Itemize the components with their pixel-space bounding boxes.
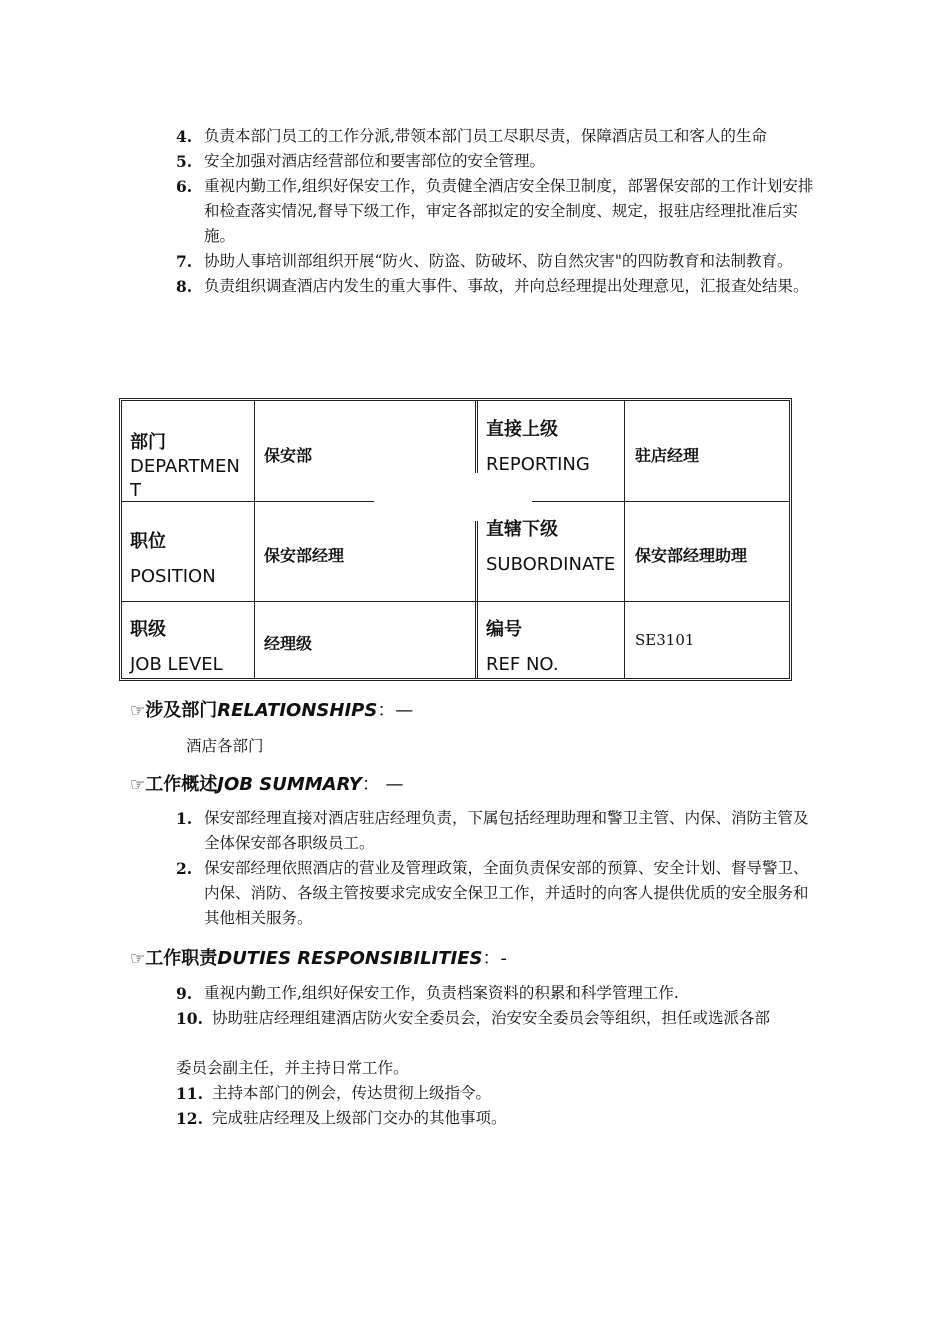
- job-level-label-en: JOB LEVEL: [130, 654, 223, 675]
- job-level-label-cn: 职级: [130, 619, 166, 640]
- reporting-value: 驻店经理: [635, 446, 700, 465]
- item-text: 完成驻店经理及上级部门交办的其他事项。: [212, 1109, 507, 1127]
- job-level-label: [130, 617, 254, 677]
- table-divider: [624, 401, 625, 678]
- list-item: [176, 856, 816, 931]
- position-label-en: POSITION: [130, 566, 216, 587]
- item-text: 主持本部门的例会，传达贯彻上级指令。: [212, 1084, 492, 1102]
- relationships-heading-tail: ：—: [377, 700, 414, 721]
- dept-label-en: DEPARTMENT: [130, 456, 240, 501]
- item-text: 重视内勤工作,组织好保安工作，负责档案资料的积累和科学管理工作.: [204, 984, 679, 1002]
- list-item: [176, 274, 816, 299]
- pointing-hand-icon: ☞: [130, 775, 146, 795]
- item-text: 负责组织调查酒店内发生的重大事件、事故，并向总经理提出处理意见，汇报查处结果。: [204, 277, 809, 295]
- position-label-cn: 职位: [130, 531, 166, 552]
- item-text: 保安部经理依照酒店的营业及管理政策，全面负责保安部的预算、安全计划、督导警卫、内保、消防、各级主管按要求完成安全保卫工作，并适时的向客人提供优质的安全服务和其他相关服务。: [204, 859, 809, 927]
- table-divider: [532, 501, 789, 502]
- job-summary-list: [176, 806, 816, 931]
- list-item: [176, 1106, 816, 1131]
- list-item: [176, 1081, 816, 1106]
- list-item: [176, 149, 816, 174]
- ref-no-label: [486, 617, 616, 677]
- duties-heading-cn: 工作职责: [145, 948, 218, 969]
- item-number: 9.: [176, 984, 193, 1003]
- item-text: 负责本部门员工的工作分派,带领本部门员工尽职尽责，保障酒店员工和客人的生命: [204, 127, 767, 145]
- item-number: 12.: [176, 1109, 203, 1128]
- ref-no-label-cn: 编号: [486, 619, 522, 640]
- job-summary-heading: [130, 770, 404, 796]
- dept-label: [130, 431, 250, 503]
- relationships-body: 酒店各部门: [186, 737, 264, 755]
- dept-label-cn: 部门: [130, 432, 166, 453]
- job-summary-heading-tail: ： —: [361, 774, 404, 795]
- list-item: [176, 981, 816, 1006]
- table-divider: [475, 521, 478, 678]
- relationships-heading-en: RELATIONSHIPS: [217, 700, 378, 721]
- item-number: 5.: [176, 152, 193, 171]
- item-text: 重视内勤工作,组织好保安工作，负责健全酒店安全保卫制度，部署保安部的工作计划安排和检查落实情况,督导下级工作，审定各部拟定的安全制度、规定，报驻店经理批准后实施。: [204, 177, 814, 245]
- position-label: [130, 529, 250, 589]
- duties-list-b: [176, 1081, 816, 1131]
- table-divider: [475, 401, 478, 473]
- table-divider: [122, 601, 789, 602]
- top-duty-list: [176, 124, 816, 299]
- item-number: 6.: [176, 177, 193, 196]
- item-number: 7.: [176, 252, 193, 271]
- item-number: 1.: [176, 809, 193, 828]
- subordinate-value: 保安部经理助理: [635, 546, 748, 565]
- relationships-heading-cn: 涉及部门: [145, 700, 218, 721]
- subordinate-label: [486, 517, 616, 577]
- duties-list-a: [176, 981, 816, 1031]
- item-text: 协助驻店经理组建酒店防火安全委员会，治安安全委员会等组织，担任或选派各部: [212, 1009, 771, 1027]
- ref-no-value: SE3101: [635, 631, 695, 649]
- subordinate-label-en: SUBORDINATE: [486, 554, 616, 575]
- duties-heading: [130, 944, 507, 970]
- item-number: 4.: [176, 127, 193, 146]
- duty-10-continuation: 委员会副主任，并主持日常工作。: [176, 1059, 409, 1077]
- list-item: [176, 174, 816, 249]
- dept-value: 保安部: [264, 446, 313, 465]
- list-item: [176, 806, 816, 856]
- item-text: 安全加强对酒店经营部位和要害部位的安全管理。: [204, 152, 546, 170]
- item-text: 协助人事培训部组织开展“防火、防盗、防破坏、防自然灾害"的四防教育和法制教育。: [204, 252, 793, 270]
- duties-heading-en: DUTIES RESPONSIBILITIES: [217, 948, 483, 969]
- list-item: [176, 124, 816, 149]
- table-divider: [254, 401, 255, 678]
- list-item: [176, 249, 816, 274]
- job-summary-heading-en: JOB SUMMARY: [217, 774, 362, 795]
- reporting-label: [486, 417, 616, 477]
- list-item: [176, 1006, 816, 1031]
- position-value: 保安部经理: [264, 546, 345, 565]
- relationships-heading: [130, 696, 413, 722]
- job-summary-heading-cn: 工作概述: [145, 774, 218, 795]
- pointing-hand-icon: ☞: [130, 701, 146, 721]
- duties-heading-tail: ：-: [482, 948, 507, 969]
- job-level-value: 经理级: [264, 634, 313, 653]
- job-info-table: [119, 398, 792, 681]
- reporting-label-en: REPORTING: [486, 454, 590, 475]
- item-number: 11.: [176, 1084, 203, 1103]
- subordinate-label-cn: 直辖下级: [486, 519, 558, 540]
- reporting-label-cn: 直接上级: [486, 419, 558, 440]
- item-number: 8.: [176, 277, 193, 296]
- pointing-hand-icon: ☞: [130, 949, 146, 969]
- item-number: 2.: [176, 859, 193, 878]
- item-text: 保安部经理直接对酒店驻店经理负责，下属包括经理助理和警卫主管、内保、消防主管及全体保安部各职级员工。: [204, 809, 809, 852]
- item-number: 10.: [176, 1009, 203, 1028]
- ref-no-label-en: REF NO.: [486, 654, 559, 675]
